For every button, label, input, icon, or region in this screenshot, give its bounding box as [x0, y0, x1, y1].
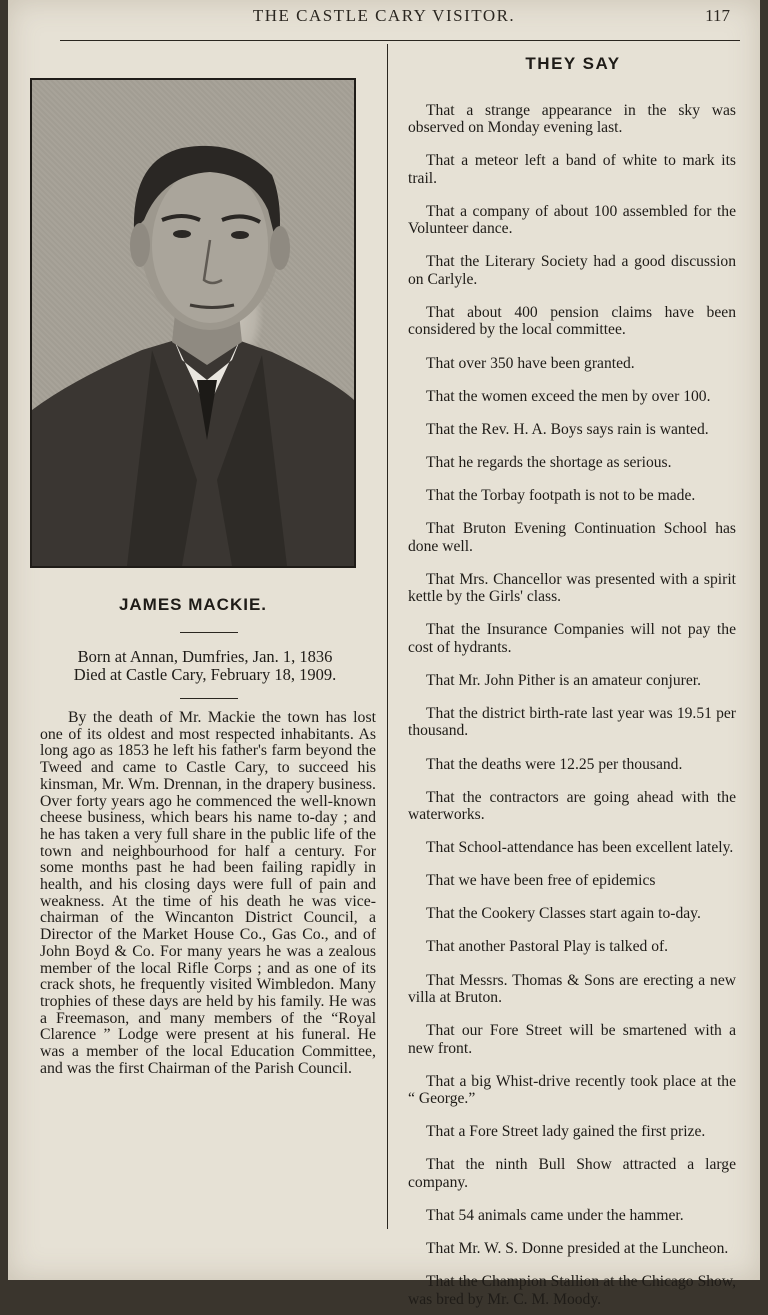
list-item: That he regards the shortage as serious.: [426, 453, 672, 471]
caption-rule: [180, 632, 238, 633]
born-line: Born at Annan, Dumfries, Jan. 1, 1836: [77, 647, 333, 666]
they-say-heading: THEY SAY: [525, 54, 621, 73]
list-item: That the Rev. H. A. Boys says rain is wanted.: [426, 420, 709, 438]
list-item: That a Fore Street lady gained the first prize.: [426, 1123, 706, 1141]
list-item: That the women exceed the men by over 100.: [426, 387, 711, 405]
list-item: That a big Whist-drive recently took place at the “ George.”: [408, 1072, 736, 1108]
list-item: That our Fore Street will be smartened with a new front.: [408, 1022, 736, 1057]
column-divider: [387, 44, 388, 1229]
died-line: Died at Castle Cary, February 18, 1909.: [73, 665, 337, 684]
running-header: [8, 0, 760, 36]
book-page: [8, 0, 760, 1308]
life-dates: [40, 648, 370, 684]
list-item: That the deaths were 12.25 per thousand.: [426, 755, 683, 773]
portrait-photo: [30, 78, 356, 568]
magazine-title: THE CASTLE CARY VISITOR.: [252, 6, 516, 25]
header-rule: [60, 40, 740, 41]
portrait-drawing: [32, 80, 354, 566]
list-item: That a strange appearance in the sky was observed on Monday evening last.: [408, 101, 736, 137]
portrait-caption: JAMES MACKIE.: [118, 595, 268, 614]
list-item: That another Pastoral Play is talked of.: [426, 938, 669, 956]
obituary-text: By the death of Mr. Mackie the town has lost one of its oldest and most respected inhabitants. As long ago as 1853 he left his father's farm beyond the Tweed and came to Castle Cary, to succeed his kinsman, Mr. Wm. Drennan, in the drapery business. Over forty years ago he commenced the well-known cheese business, which bears his name to-day ; and he has taken a very full share in the public life of the town and neighbourhood for half a century. For some months past he had been failing rapidly in health, and his closing days were full of pain and weakness. At the time of his death he was vice-chairman of the Wincanton District Council, a Director of the Market House Co., Gas Co., and of John Boyd & Co. For many years he was a zealous member of the local Rifle Corps ; and as one of its crack shots, he frequently visited Wimbledon. Many trophies of these days are held by his family. He was a Freemason, and many members of the “Royal Clarence ” Lodge were present at his funeral. He was a member of the local Education Committee, and was the first Chairman of the Parish Council.: [40, 709, 376, 1077]
list-item: That the district birth-rate last year was 19.51 per thousand.: [408, 704, 736, 740]
list-item: That Messrs. Thomas & Sons are erecting a new villa at Bruton.: [408, 971, 736, 1007]
list-item: That the Insurance Companies will not pay the cost of hydrants.: [408, 621, 736, 656]
list-item: That over 350 have been granted.: [426, 354, 635, 372]
list-item: That the Champion Stallion at the Chicago Show, was bred by Mr. C. M. Moody.: [408, 1273, 736, 1308]
list-item: That Mr. W. S. Donne presided at the Luncheon.: [426, 1240, 729, 1258]
they-say-list: [408, 86, 736, 1315]
dates-rule: [180, 698, 238, 699]
list-item: That Mr. John Pither is an amateur conjurer.: [426, 671, 701, 689]
list-item: That the Cookery Classes start again to-day.: [426, 905, 701, 923]
list-item: That a company of about 100 assembled for the Volunteer dance.: [408, 202, 736, 238]
list-item: That the ninth Bull Show attracted a large company.: [408, 1156, 736, 1191]
list-item: That School-attendance has been excellent lately.: [426, 839, 734, 857]
list-item: That Bruton Evening Continuation School has done well.: [408, 520, 736, 555]
list-item: That Mrs. Chancellor was presented with a spirit kettle by the Girls' class.: [408, 570, 736, 606]
list-item: That the Torbay footpath is not to be made.: [426, 486, 696, 504]
list-item: That 54 animals came under the hammer.: [426, 1207, 684, 1225]
list-item: That the Literary Society had a good discussion on Carlyle.: [408, 253, 736, 288]
page-number: 117: [705, 6, 730, 25]
list-item: That a meteor left a band of white to mark its trail.: [408, 152, 736, 187]
list-item: That we have been free of epidemics: [426, 872, 656, 890]
list-item: That the contractors are going ahead with the waterworks.: [408, 788, 736, 824]
list-item: That about 400 pension claims have been considered by the local committee.: [408, 303, 736, 339]
